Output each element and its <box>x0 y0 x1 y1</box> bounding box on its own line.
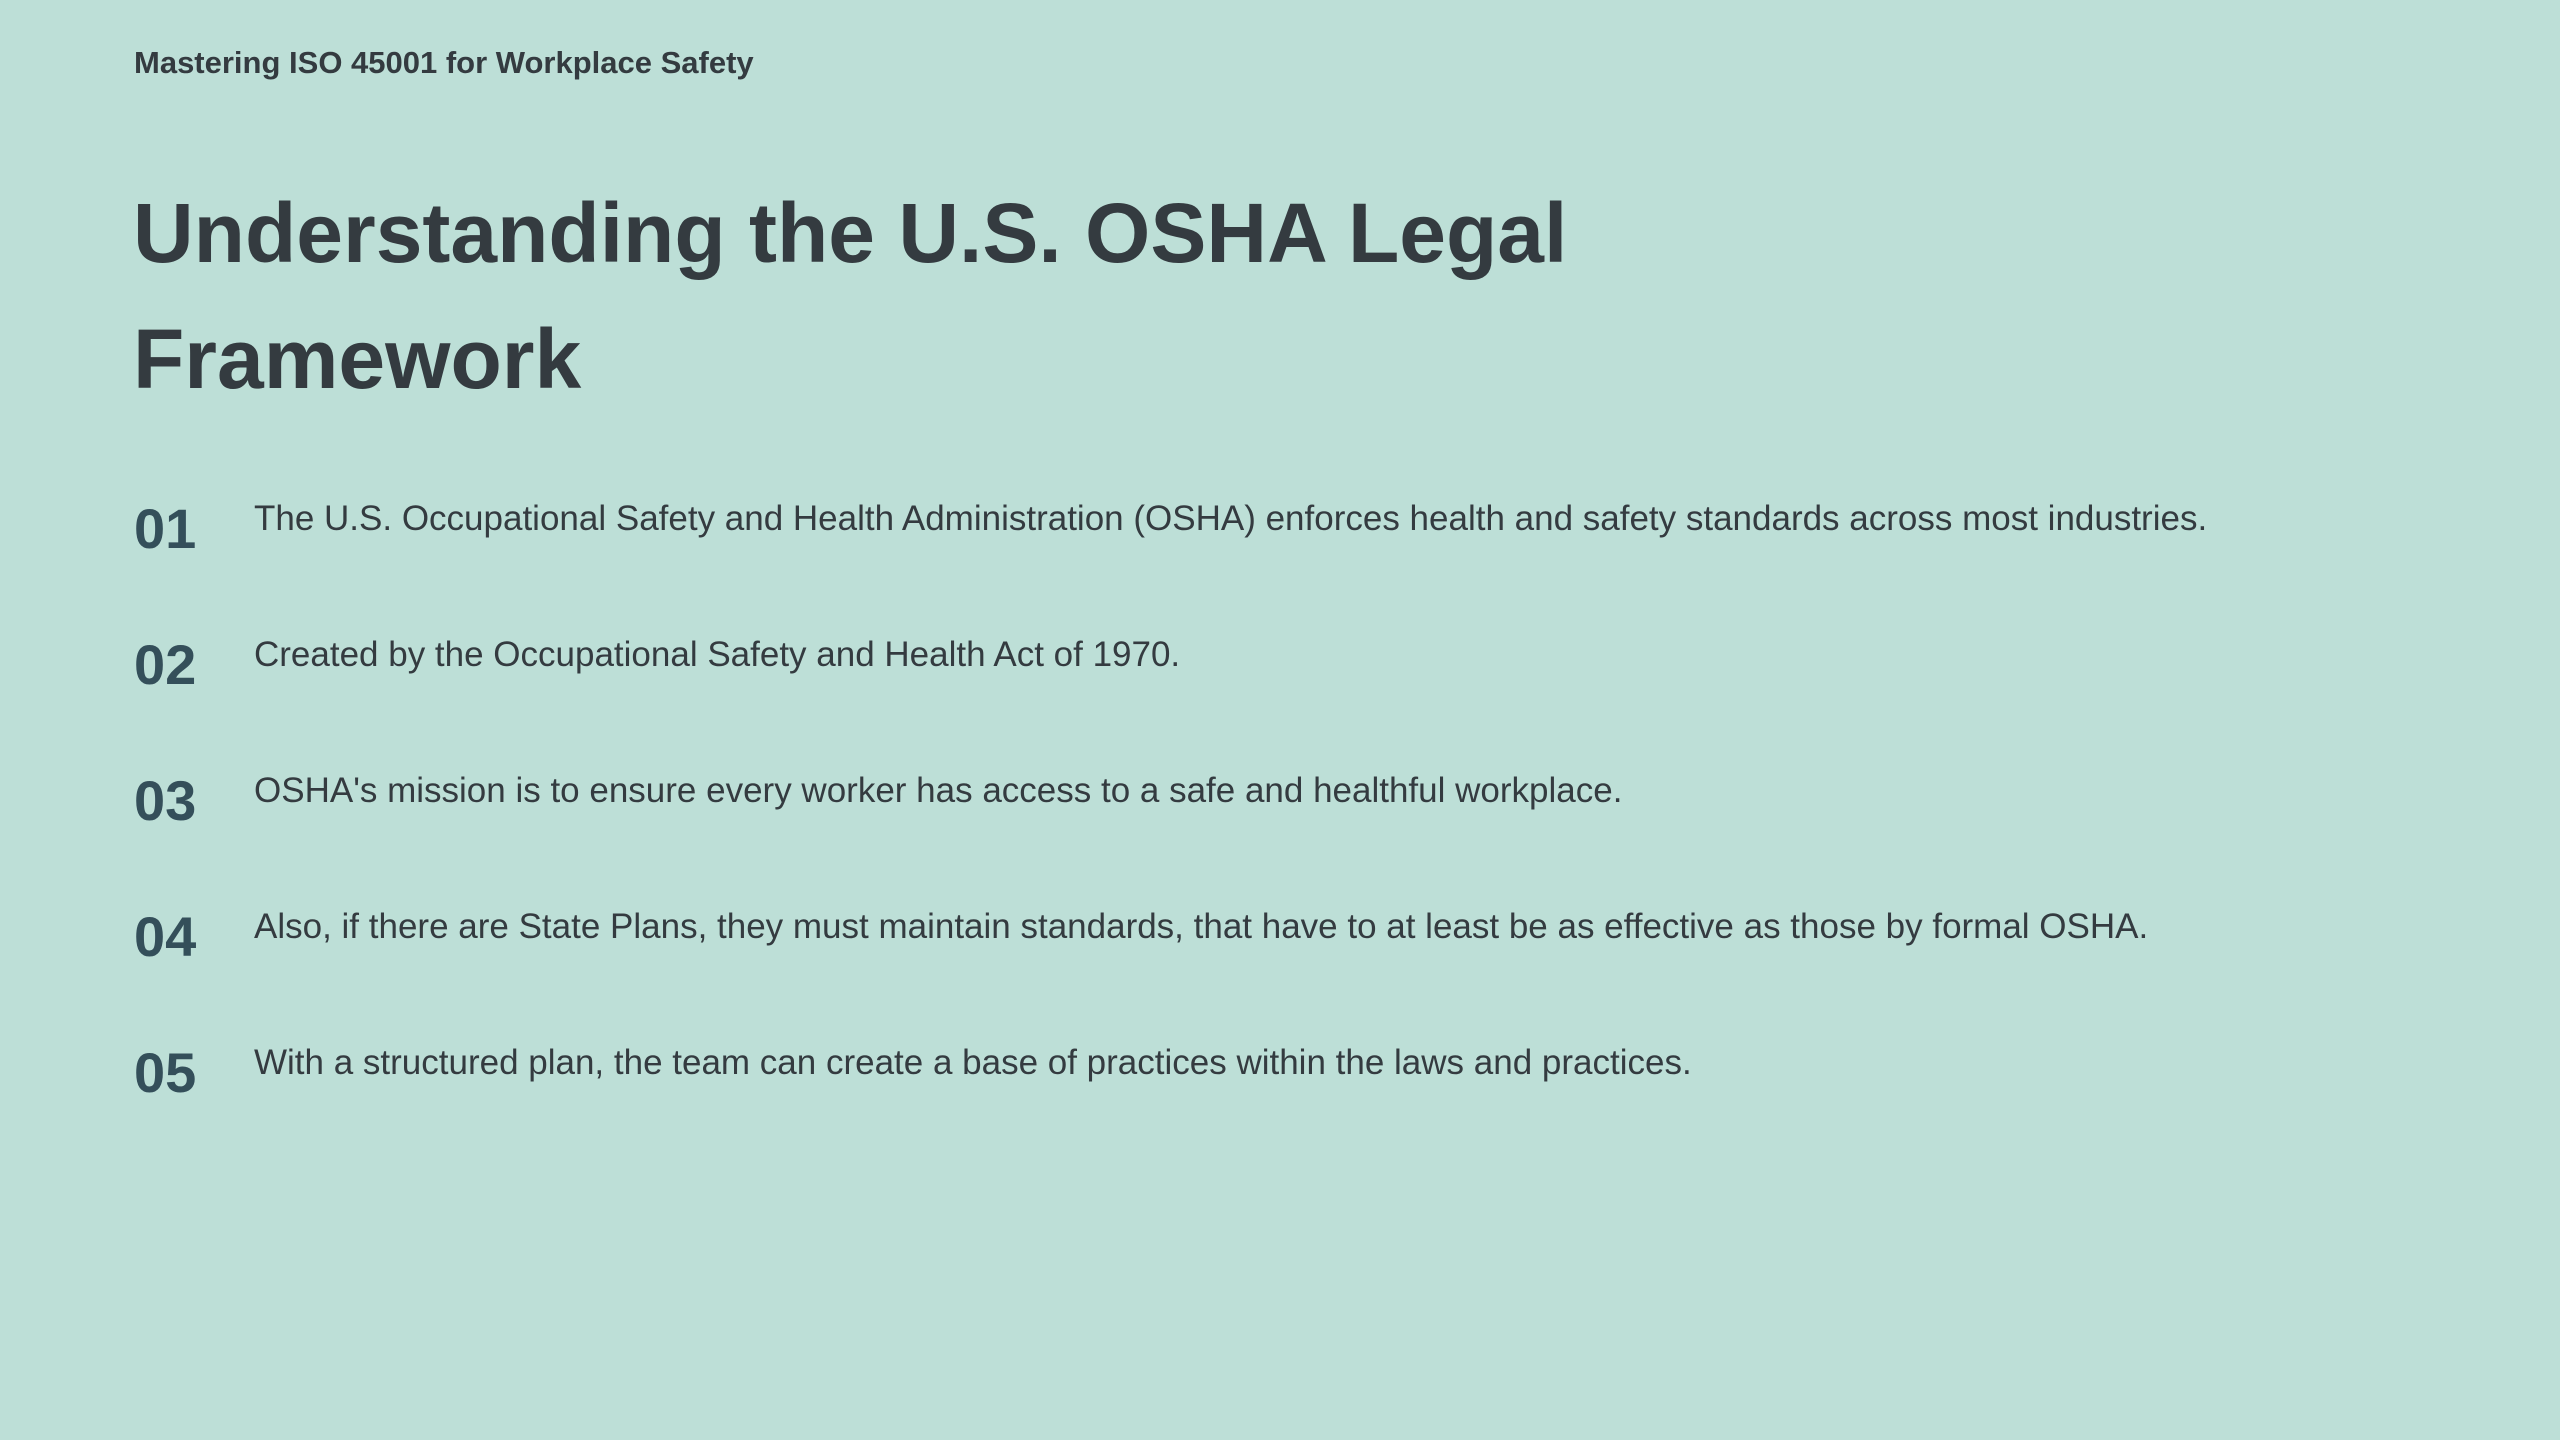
point-number: 05 <box>134 1041 197 1104</box>
list-item <box>134 632 2434 768</box>
list-item <box>134 496 2434 632</box>
point-number: 01 <box>134 497 197 560</box>
point-text: With a structured plan, the team can create a base of practices within the laws and practices. <box>254 1043 1692 1082</box>
point-text: The U.S. Occupational Safety and Health Administration (OSHA) enforces health and safety standards across most industries. <box>254 499 2208 538</box>
course-title: Mastering ISO 45001 for Workplace Safety <box>134 45 754 80</box>
point-text: Created by the Occupational Safety and Health Act of 1970. <box>254 635 1181 674</box>
list-item <box>134 1040 2434 1176</box>
point-number: 04 <box>134 905 197 968</box>
point-text: OSHA's mission is to ensure every worker has access to a safe and healthful workplace. <box>254 771 1623 810</box>
list-item <box>134 768 2434 904</box>
numbered-point-list <box>134 496 2434 1176</box>
list-item <box>134 904 2434 1040</box>
point-number: 02 <box>134 633 197 696</box>
point-text: Also, if there are State Plans, they must maintain standards, that have to at least be as effective as those by formal OSHA. <box>254 907 2149 946</box>
point-number: 03 <box>134 769 197 832</box>
slide-heading: Understanding the U.S. OSHA Legal Framework <box>133 186 1568 406</box>
